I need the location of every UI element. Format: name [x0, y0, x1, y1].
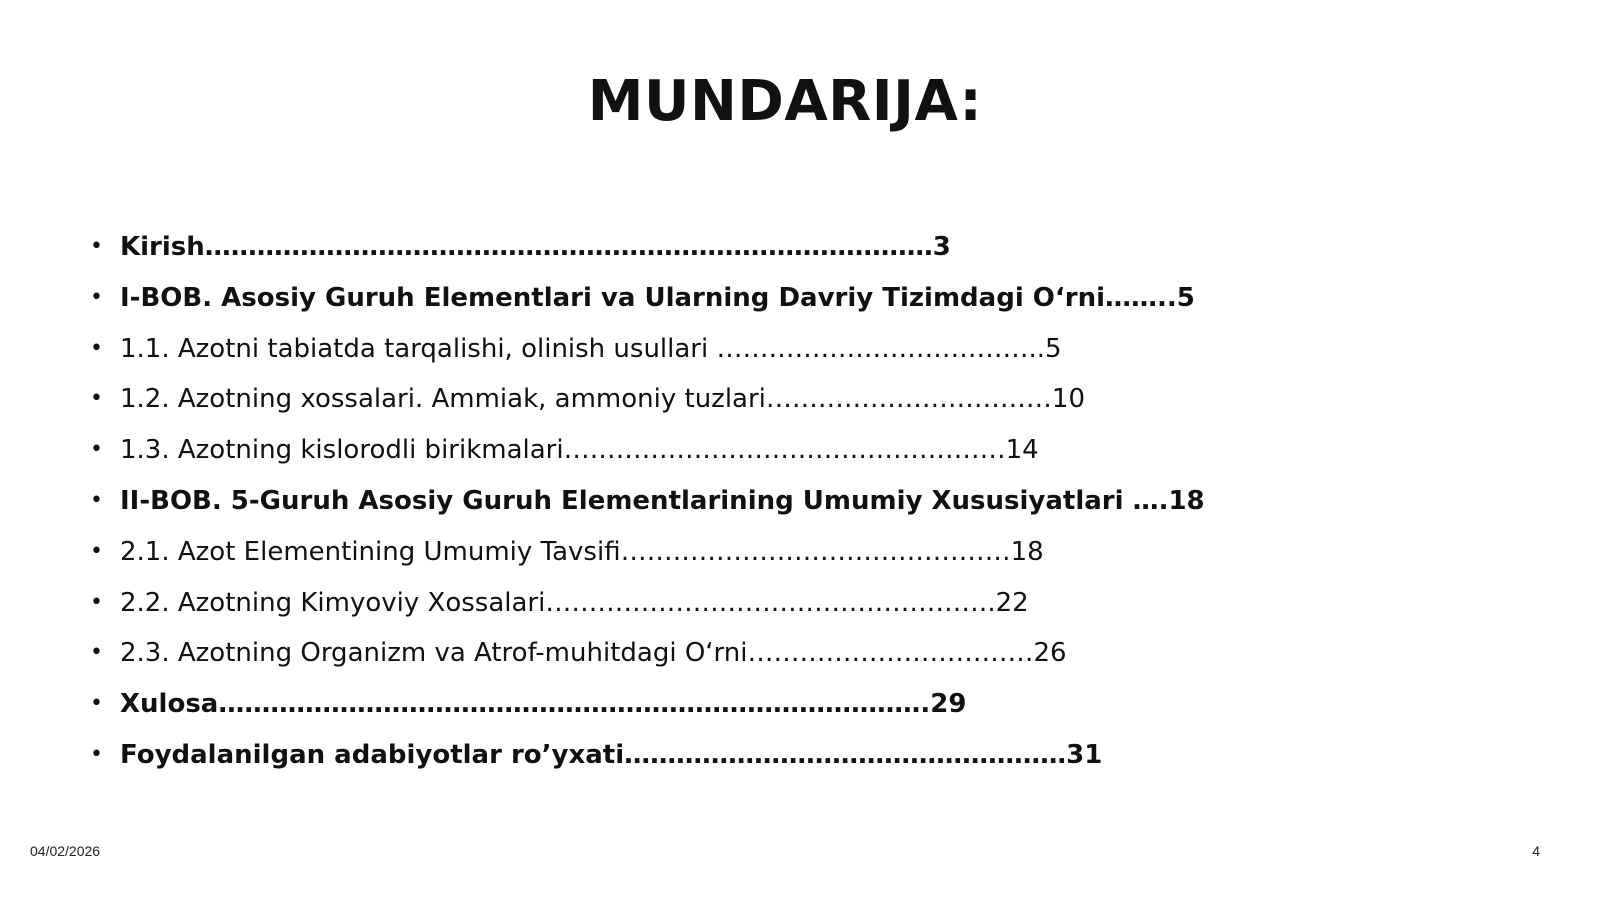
toc-item — [90, 679, 1540, 730]
toc-item — [90, 273, 1540, 324]
bullet-icon: • — [90, 335, 103, 361]
slide-page-number: 4 — [1532, 843, 1540, 859]
bullet-icon: • — [90, 386, 103, 412]
table-of-contents — [90, 222, 1540, 781]
bullet-icon: • — [90, 589, 103, 615]
toc-item-text: 2.1. Azot Elementining Umumiy Tavsifi………………………………………18 — [120, 536, 1044, 567]
bullet-icon: • — [90, 741, 103, 767]
toc-item — [90, 374, 1540, 425]
toc-item-text: Kirish…………………………………………………………………………3 — [120, 232, 951, 262]
toc-item-text: Foydalanilgan adabiyotlar ro’yxati……………………………………………31 — [120, 739, 1103, 770]
bullet-icon: • — [90, 437, 103, 463]
bullet-icon: • — [90, 640, 103, 666]
toc-item — [90, 628, 1540, 679]
footer-date: 04/02/2026 — [30, 843, 101, 859]
toc-item-text: 2.2. Azotning Kimyoviy Xossalari…………………………………………….22 — [120, 587, 1029, 618]
toc-item — [90, 425, 1540, 476]
bullet-icon: • — [90, 284, 103, 310]
toc-item-text: 1.2. Azotning xossalari. Ammiak, ammoniy tuzlari……………………………10 — [120, 384, 1085, 415]
toc-item — [90, 730, 1540, 781]
toc-item — [90, 527, 1540, 578]
toc-item-text: II-BOB. 5-Guruh Asosiy Guruh Elementlarining Umumiy Xususiyatlari ….18 — [120, 485, 1205, 516]
toc-item-text: I-BOB. Asosiy Guruh Elementlari va Ularning Davriy Tizimdagi O‘rni……..5 — [120, 282, 1195, 313]
toc-item — [90, 324, 1540, 375]
toc-item-text: Xulosa……………………………………………………………………….29 — [120, 689, 967, 720]
toc-item — [90, 578, 1540, 629]
bullet-icon: • — [90, 487, 103, 513]
bullet-icon: • — [90, 538, 103, 564]
toc-item-text: 1.1. Azotni tabiatda tarqalishi, olinish usullari ………………………………..5 — [120, 333, 1062, 364]
bullet-icon: • — [90, 234, 103, 259]
bullet-icon: • — [90, 691, 103, 717]
toc-item-text: 2.3. Azotning Organizm va Atrof-muhitdagi O‘rni……………………………26 — [120, 638, 1067, 669]
toc-item — [90, 476, 1540, 527]
slide-title: MUNDARIJA: — [587, 69, 983, 134]
toc-item-text: 1.3. Azotning kislorodli birikmalari……………………………………………14 — [120, 435, 1039, 466]
toc-item — [90, 222, 1540, 273]
